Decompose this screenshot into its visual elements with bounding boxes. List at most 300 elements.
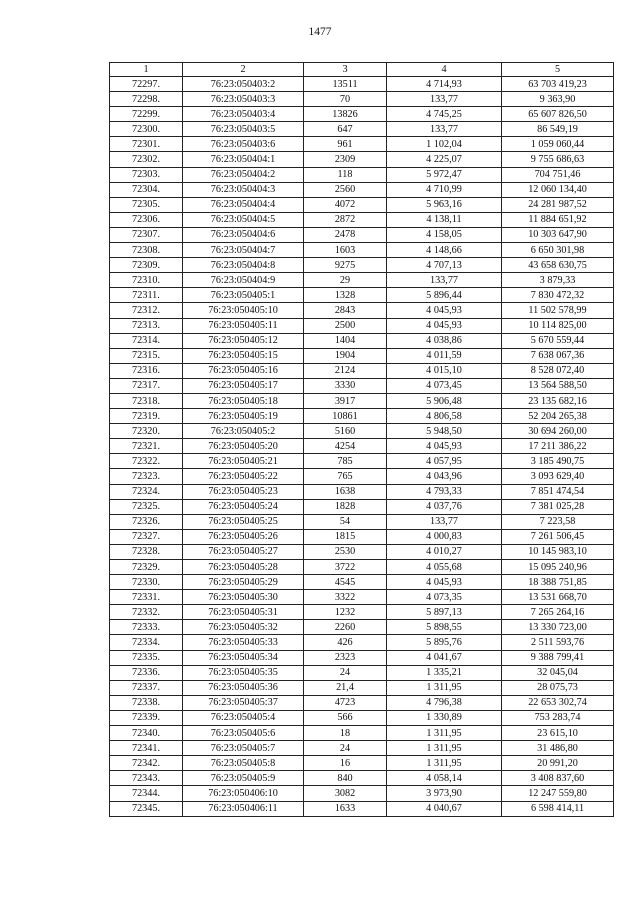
rate-cell: 5 897,13 <box>387 605 502 620</box>
value-cell: 20 991,20 <box>502 756 614 771</box>
area-cell: 1815 <box>304 529 387 544</box>
table-row <box>110 77 614 92</box>
area-cell: 566 <box>304 710 387 725</box>
area-cell: 2478 <box>304 227 387 242</box>
rate-cell: 1 102,04 <box>387 137 502 152</box>
value-cell: 13 564 588,50 <box>502 378 614 393</box>
row-number-cell: 72328. <box>110 544 183 559</box>
rate-cell: 5 895,76 <box>387 635 502 650</box>
row-number-cell: 72341. <box>110 741 183 756</box>
area-cell: 2500 <box>304 318 387 333</box>
cadastral-number-cell: 76:23:050405:28 <box>183 560 304 575</box>
row-number-cell: 72313. <box>110 318 183 333</box>
value-cell: 7 223,58 <box>502 514 614 529</box>
area-cell: 10861 <box>304 409 387 424</box>
row-number-cell: 72316. <box>110 363 183 378</box>
area-cell: 1603 <box>304 243 387 258</box>
rate-cell: 4 793,33 <box>387 484 502 499</box>
rate-cell: 4 045,93 <box>387 575 502 590</box>
table-row <box>110 288 614 303</box>
area-cell: 647 <box>304 122 387 137</box>
rate-cell: 4 058,14 <box>387 771 502 786</box>
rate-cell: 3 973,90 <box>387 786 502 801</box>
area-cell: 3722 <box>304 560 387 575</box>
value-cell: 13 531 668,70 <box>502 590 614 605</box>
rate-cell: 5 898,55 <box>387 620 502 635</box>
page-number: 1477 <box>308 26 332 38</box>
row-number-cell: 72308. <box>110 243 183 258</box>
cadastral-number-cell: 76:23:050404:8 <box>183 258 304 273</box>
cadastral-number-cell: 76:23:050405:9 <box>183 771 304 786</box>
table-row <box>110 620 614 635</box>
row-number-cell: 72326. <box>110 514 183 529</box>
row-number-cell: 72311. <box>110 288 183 303</box>
table-row <box>110 560 614 575</box>
value-cell: 63 703 419,23 <box>502 77 614 92</box>
value-cell: 43 658 630,75 <box>502 258 614 273</box>
column-header-5: 5 <box>502 63 614 77</box>
cadastral-number-cell: 76:23:050404:1 <box>183 152 304 167</box>
rate-cell: 1 311,95 <box>387 680 502 695</box>
area-cell: 2530 <box>304 544 387 559</box>
area-cell: 118 <box>304 167 387 182</box>
rate-cell: 1 335,21 <box>387 665 502 680</box>
rate-cell: 4 045,93 <box>387 318 502 333</box>
cadastral-number-cell: 76:23:050405:7 <box>183 741 304 756</box>
row-number-cell: 72305. <box>110 197 183 212</box>
table-row <box>110 575 614 590</box>
area-cell: 24 <box>304 741 387 756</box>
row-number-cell: 72327. <box>110 529 183 544</box>
cadastral-number-cell: 76:23:050405:12 <box>183 333 304 348</box>
value-cell: 9 755 686,63 <box>502 152 614 167</box>
value-cell: 8 528 072,40 <box>502 363 614 378</box>
area-cell: 1232 <box>304 605 387 620</box>
rate-cell: 4 045,93 <box>387 439 502 454</box>
cadastral-number-cell: 76:23:050405:31 <box>183 605 304 620</box>
rate-cell: 1 311,95 <box>387 756 502 771</box>
row-number-cell: 72319. <box>110 409 183 424</box>
cadastral-number-cell: 76:23:050405:2 <box>183 424 304 439</box>
cadastral-number-cell: 76:23:050405:22 <box>183 469 304 484</box>
row-number-cell: 72333. <box>110 620 183 635</box>
table-row <box>110 544 614 559</box>
area-cell: 9275 <box>304 258 387 273</box>
table-row <box>110 273 614 288</box>
rate-cell: 4 148,66 <box>387 243 502 258</box>
area-cell: 13826 <box>304 107 387 122</box>
cadastral-number-cell: 76:23:050405:29 <box>183 575 304 590</box>
row-number-cell: 72321. <box>110 439 183 454</box>
table-row <box>110 529 614 544</box>
area-cell: 16 <box>304 756 387 771</box>
value-cell: 6 598 414,11 <box>502 801 614 816</box>
cadastral-number-cell: 76:23:050405:37 <box>183 695 304 710</box>
row-number-cell: 72306. <box>110 212 183 227</box>
cadastral-number-cell: 76:23:050405:34 <box>183 650 304 665</box>
row-number-cell: 72314. <box>110 333 183 348</box>
value-cell: 7 638 067,36 <box>502 348 614 363</box>
value-cell: 753 283,74 <box>502 710 614 725</box>
cadastral-number-cell: 76:23:050403:6 <box>183 137 304 152</box>
cadastral-number-cell: 76:23:050403:5 <box>183 122 304 137</box>
rate-cell: 4 015,10 <box>387 363 502 378</box>
cadastral-number-cell: 76:23:050405:26 <box>183 529 304 544</box>
cadastral-number-cell: 76:23:050405:36 <box>183 680 304 695</box>
area-cell: 4723 <box>304 695 387 710</box>
rate-cell: 133,77 <box>387 122 502 137</box>
table-row <box>110 741 614 756</box>
rate-cell: 1 330,89 <box>387 710 502 725</box>
value-cell: 1 059 060,44 <box>502 137 614 152</box>
table-row <box>110 137 614 152</box>
row-number-cell: 72331. <box>110 590 183 605</box>
rate-cell: 5 963,16 <box>387 197 502 212</box>
row-number-cell: 72335. <box>110 650 183 665</box>
table-row <box>110 303 614 318</box>
table-row <box>110 333 614 348</box>
value-cell: 86 549,19 <box>502 122 614 137</box>
row-number-cell: 72312. <box>110 303 183 318</box>
table-row <box>110 695 614 710</box>
rate-cell: 4 806,58 <box>387 409 502 424</box>
cadastral-number-cell: 76:23:050405:1 <box>183 288 304 303</box>
value-cell: 9 388 799,41 <box>502 650 614 665</box>
cadastral-number-cell: 76:23:050404:4 <box>183 197 304 212</box>
rate-cell: 4 707,13 <box>387 258 502 273</box>
value-cell: 2 511 593,76 <box>502 635 614 650</box>
area-cell: 3917 <box>304 393 387 408</box>
area-cell: 1904 <box>304 348 387 363</box>
cadastral-number-cell: 76:23:050405:21 <box>183 454 304 469</box>
cadastral-number-cell: 76:23:050405:32 <box>183 620 304 635</box>
value-cell: 3 185 490,75 <box>502 454 614 469</box>
table-row <box>110 590 614 605</box>
value-cell: 11 884 651,92 <box>502 212 614 227</box>
cadastral-number-cell: 76:23:050404:6 <box>183 227 304 242</box>
area-cell: 4254 <box>304 439 387 454</box>
row-number-cell: 72315. <box>110 348 183 363</box>
cadastral-number-cell: 76:23:050405:11 <box>183 318 304 333</box>
area-cell: 1404 <box>304 333 387 348</box>
value-cell: 6 650 301,98 <box>502 243 614 258</box>
value-cell: 3 408 837,60 <box>502 771 614 786</box>
value-cell: 23 135 682,16 <box>502 393 614 408</box>
row-number-cell: 72338. <box>110 695 183 710</box>
rate-cell: 4 041,67 <box>387 650 502 665</box>
area-cell: 2560 <box>304 182 387 197</box>
area-cell: 2872 <box>304 212 387 227</box>
value-cell: 7 265 264,16 <box>502 605 614 620</box>
rate-cell: 4 038,86 <box>387 333 502 348</box>
table-row <box>110 122 614 137</box>
table-body <box>110 77 614 817</box>
column-header-1: 1 <box>110 63 183 77</box>
row-number-cell: 72297. <box>110 77 183 92</box>
rate-cell: 133,77 <box>387 514 502 529</box>
value-cell: 10 114 825,00 <box>502 318 614 333</box>
cadastral-number-cell: 76:23:050404:7 <box>183 243 304 258</box>
table-row <box>110 801 614 816</box>
area-cell: 2124 <box>304 363 387 378</box>
table-row <box>110 635 614 650</box>
cadastral-number-cell: 76:23:050405:6 <box>183 726 304 741</box>
cadastral-number-cell: 76:23:050404:5 <box>183 212 304 227</box>
row-number-cell: 72298. <box>110 92 183 107</box>
area-cell: 1633 <box>304 801 387 816</box>
row-number-cell: 72310. <box>110 273 183 288</box>
cadastral-number-cell: 76:23:050405:30 <box>183 590 304 605</box>
cadastral-number-cell: 76:23:050405:8 <box>183 756 304 771</box>
area-cell: 3082 <box>304 786 387 801</box>
cadastral-number-cell: 76:23:050405:4 <box>183 710 304 725</box>
row-number-cell: 72329. <box>110 560 183 575</box>
cadastral-number-cell: 76:23:050404:2 <box>183 167 304 182</box>
area-cell: 426 <box>304 635 387 650</box>
rate-cell: 133,77 <box>387 273 502 288</box>
value-cell: 15 095 240,96 <box>502 560 614 575</box>
row-number-cell: 72302. <box>110 152 183 167</box>
rate-cell: 4 011,59 <box>387 348 502 363</box>
table-row <box>110 92 614 107</box>
area-cell: 785 <box>304 454 387 469</box>
row-number-cell: 72307. <box>110 227 183 242</box>
cadastral-number-cell: 76:23:050406:11 <box>183 801 304 816</box>
rate-cell: 5 972,47 <box>387 167 502 182</box>
area-cell: 4545 <box>304 575 387 590</box>
row-number-cell: 72336. <box>110 665 183 680</box>
row-number-cell: 72322. <box>110 454 183 469</box>
table-row <box>110 469 614 484</box>
table-row <box>110 726 614 741</box>
area-cell: 70 <box>304 92 387 107</box>
rate-cell: 4 745,25 <box>387 107 502 122</box>
rate-cell: 4 040,67 <box>387 801 502 816</box>
area-cell: 1638 <box>304 484 387 499</box>
value-cell: 12 247 559,80 <box>502 786 614 801</box>
row-number-cell: 72339. <box>110 710 183 725</box>
area-cell: 2260 <box>304 620 387 635</box>
row-number-cell: 72304. <box>110 182 183 197</box>
value-cell: 10 303 647,90 <box>502 227 614 242</box>
cadastral-number-cell: 76:23:050405:35 <box>183 665 304 680</box>
rate-cell: 4 138,11 <box>387 212 502 227</box>
table-row <box>110 499 614 514</box>
value-cell: 18 388 751,85 <box>502 575 614 590</box>
rate-cell: 4 073,35 <box>387 590 502 605</box>
value-cell: 22 653 302,74 <box>502 695 614 710</box>
value-cell: 52 204 265,38 <box>502 409 614 424</box>
table-row <box>110 167 614 182</box>
rate-cell: 4 055,68 <box>387 560 502 575</box>
row-number-cell: 72301. <box>110 137 183 152</box>
table-row <box>110 665 614 680</box>
rate-cell: 5 906,48 <box>387 393 502 408</box>
cadastral-number-cell: 76:23:050405:33 <box>183 635 304 650</box>
rate-cell: 4 225,07 <box>387 152 502 167</box>
table-row <box>110 212 614 227</box>
column-header-4: 4 <box>387 63 502 77</box>
rate-cell: 4 010,27 <box>387 544 502 559</box>
value-cell: 28 075,73 <box>502 680 614 695</box>
cadastral-number-cell: 76:23:050404:3 <box>183 182 304 197</box>
row-number-cell: 72343. <box>110 771 183 786</box>
row-number-cell: 72337. <box>110 680 183 695</box>
table-row <box>110 348 614 363</box>
row-number-cell: 72318. <box>110 393 183 408</box>
table-row <box>110 650 614 665</box>
row-number-cell: 72325. <box>110 499 183 514</box>
table-row <box>110 756 614 771</box>
rate-cell: 4 037,76 <box>387 499 502 514</box>
area-cell: 2843 <box>304 303 387 318</box>
value-cell: 704 751,46 <box>502 167 614 182</box>
row-number-cell: 72340. <box>110 726 183 741</box>
row-number-cell: 72332. <box>110 605 183 620</box>
row-number-cell: 72303. <box>110 167 183 182</box>
area-cell: 24 <box>304 665 387 680</box>
header-row <box>110 63 614 77</box>
value-cell: 3 879,33 <box>502 273 614 288</box>
table-row <box>110 243 614 258</box>
table-row <box>110 107 614 122</box>
rate-cell: 4 043,96 <box>387 469 502 484</box>
cadastral-number-cell: 76:23:050403:2 <box>183 77 304 92</box>
row-number-cell: 72324. <box>110 484 183 499</box>
row-number-cell: 72342. <box>110 756 183 771</box>
value-cell: 31 486,80 <box>502 741 614 756</box>
table-row <box>110 393 614 408</box>
rate-cell: 4 000,83 <box>387 529 502 544</box>
rate-cell: 5 896,44 <box>387 288 502 303</box>
table-row <box>110 258 614 273</box>
cadastral-number-cell: 76:23:050404:9 <box>183 273 304 288</box>
area-cell: 2309 <box>304 152 387 167</box>
value-cell: 7 381 025,28 <box>502 499 614 514</box>
area-cell: 21,4 <box>304 680 387 695</box>
cadastral-number-cell: 76:23:050405:16 <box>183 363 304 378</box>
rate-cell: 1 311,95 <box>387 726 502 741</box>
cadastral-number-cell: 76:23:050405:20 <box>183 439 304 454</box>
area-cell: 18 <box>304 726 387 741</box>
area-cell: 5160 <box>304 424 387 439</box>
value-cell: 5 670 559,44 <box>502 333 614 348</box>
value-cell: 65 607 826,50 <box>502 107 614 122</box>
area-cell: 29 <box>304 273 387 288</box>
table-row <box>110 197 614 212</box>
rate-cell: 4 710,99 <box>387 182 502 197</box>
table-row <box>110 786 614 801</box>
value-cell: 7 830 472,32 <box>502 288 614 303</box>
area-cell: 2323 <box>304 650 387 665</box>
table-row <box>110 152 614 167</box>
row-number-cell: 72334. <box>110 635 183 650</box>
table-row <box>110 605 614 620</box>
table-row <box>110 378 614 393</box>
area-cell: 840 <box>304 771 387 786</box>
cadastral-number-cell: 76:23:050405:18 <box>183 393 304 408</box>
row-number-cell: 72345. <box>110 801 183 816</box>
row-number-cell: 72309. <box>110 258 183 273</box>
value-cell: 30 694 260,00 <box>502 424 614 439</box>
table-row <box>110 318 614 333</box>
rate-cell: 5 948,50 <box>387 424 502 439</box>
rate-cell: 133,77 <box>387 92 502 107</box>
value-cell: 12 060 134,40 <box>502 182 614 197</box>
area-cell: 54 <box>304 514 387 529</box>
value-cell: 23 615,10 <box>502 726 614 741</box>
rate-cell: 4 158,05 <box>387 227 502 242</box>
cadastral-number-cell: 76:23:050406:10 <box>183 786 304 801</box>
row-number-cell: 72330. <box>110 575 183 590</box>
table-row <box>110 771 614 786</box>
area-cell: 961 <box>304 137 387 152</box>
cadastral-number-cell: 76:23:050405:10 <box>183 303 304 318</box>
rate-cell: 4 045,93 <box>387 303 502 318</box>
table-row <box>110 484 614 499</box>
column-header-3: 3 <box>304 63 387 77</box>
table-row <box>110 182 614 197</box>
cadastral-number-cell: 76:23:050405:27 <box>183 544 304 559</box>
area-cell: 13511 <box>304 77 387 92</box>
rate-cell: 4 796,38 <box>387 695 502 710</box>
table-row <box>110 424 614 439</box>
table-row <box>110 514 614 529</box>
row-number-cell: 72317. <box>110 378 183 393</box>
column-header-2: 2 <box>183 63 304 77</box>
value-cell: 9 363,90 <box>502 92 614 107</box>
table-row <box>110 710 614 725</box>
rate-cell: 4 073,45 <box>387 378 502 393</box>
table-row <box>110 227 614 242</box>
row-number-cell: 72323. <box>110 469 183 484</box>
rate-cell: 1 311,95 <box>387 741 502 756</box>
value-cell: 3 093 629,40 <box>502 469 614 484</box>
area-cell: 1328 <box>304 288 387 303</box>
table-row <box>110 363 614 378</box>
cadastral-number-cell: 76:23:050405:15 <box>183 348 304 363</box>
rate-cell: 4 057,95 <box>387 454 502 469</box>
area-cell: 765 <box>304 469 387 484</box>
row-number-cell: 72320. <box>110 424 183 439</box>
area-cell: 3330 <box>304 378 387 393</box>
area-cell: 4072 <box>304 197 387 212</box>
area-cell: 1828 <box>304 499 387 514</box>
registry-table <box>109 62 614 817</box>
table-row <box>110 680 614 695</box>
area-cell: 3322 <box>304 590 387 605</box>
row-number-cell: 72344. <box>110 786 183 801</box>
value-cell: 7 851 474,54 <box>502 484 614 499</box>
value-cell: 17 211 386,22 <box>502 439 614 454</box>
value-cell: 7 261 506,45 <box>502 529 614 544</box>
value-cell: 11 502 578,99 <box>502 303 614 318</box>
table-row <box>110 454 614 469</box>
row-number-cell: 72300. <box>110 122 183 137</box>
cadastral-number-cell: 76:23:050403:4 <box>183 107 304 122</box>
rate-cell: 4 714,93 <box>387 77 502 92</box>
value-cell: 13 330 723,00 <box>502 620 614 635</box>
cadastral-number-cell: 76:23:050405:23 <box>183 484 304 499</box>
value-cell: 10 145 983,10 <box>502 544 614 559</box>
cadastral-number-cell: 76:23:050405:25 <box>183 514 304 529</box>
cadastral-number-cell: 76:23:050405:17 <box>183 378 304 393</box>
cadastral-number-cell: 76:23:050403:3 <box>183 92 304 107</box>
value-cell: 24 281 987,52 <box>502 197 614 212</box>
value-cell: 32 045,04 <box>502 665 614 680</box>
table-row <box>110 409 614 424</box>
row-number-cell: 72299. <box>110 107 183 122</box>
